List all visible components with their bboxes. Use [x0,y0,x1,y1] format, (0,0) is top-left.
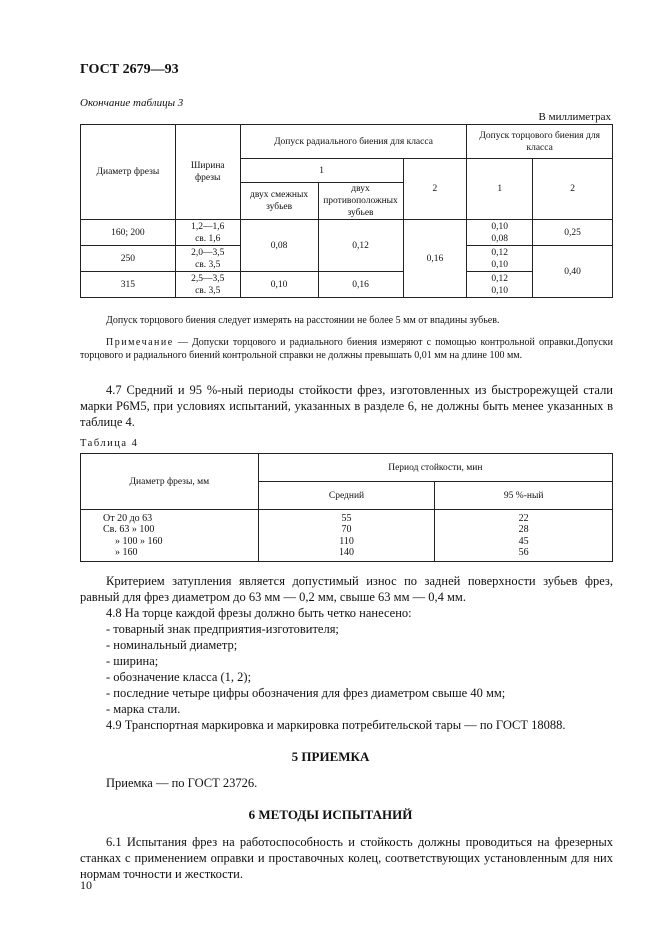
para-6-1: 6.1 Испытания фрез на работоспособность и стойкость должны проводиться на фрезерных станках с применением оправки и проставочных колец, соответствующих установленным для них нормам точности и жесткости. [80,835,613,881]
cell-opposite: 0,16 [318,272,403,298]
cell-axial1: 0,12 0,10 [467,246,533,272]
cell-diameter: 250 [81,246,176,272]
table3-units: В миллиметрах [538,111,611,123]
th-width: Ширина фрезы [175,125,240,220]
th-diameter: Диаметр фрезы [81,125,176,220]
page-number: 10 [80,878,92,892]
th-two-adjacent: двух смежных зубьев [240,183,318,220]
para-4-8: 4.8 На торце каждой фрезы должно быть четко нанесено: [106,606,412,620]
list-item: - последние четыре цифры обозначения для фрез диаметром свыше 40 мм; [106,686,506,700]
cell-axial2: 0,25 [533,220,613,246]
section-6-title: 6 МЕТОДЫ ИСПЫТАНИЙ [248,807,413,822]
list-item: - марка стали. [106,702,181,716]
cell-class2: 0,16 [403,220,467,298]
th-t4-mean: Средний [258,482,435,510]
cell-diameter: 315 [81,272,176,298]
list-item: - товарный знак предприятия-изготовителя; [106,622,339,636]
cell-diameter: 160; 200 [81,220,176,246]
table3-caption: Окончание таблицы 3 [80,97,184,109]
th-class1: 1 [240,159,403,183]
th-two-opposite: двух противоположных зубьев [318,183,403,220]
note-primechanie: Примечание — Допуски торцового и радиального биения измеряют с помощью контрольной оправки.Допуски торцового и радиального биений контрольной справки не должны превышать 0,01 мм на длине 100 мм. [80,337,613,361]
section-5-title: 5 ПРИЕМКА [291,749,370,764]
cell-axial2: 0,40 [533,246,613,298]
cell-axial1: 0,12 0,10 [467,272,533,298]
table-3 [80,124,613,298]
document-header: ГОСТ 2679—93 [80,62,179,77]
th-axial-class2: 2 [533,159,613,220]
cell-width: 2,5—3,5 св. 3,5 [175,272,240,298]
table-4 [80,453,613,562]
para-4-9: 4.9 Транспортная маркировка и маркировка потребительской тары — по ГОСТ 18088. [106,718,566,732]
th-axial-class1: 1 [467,159,533,220]
th-t4-95: 95 %-ный [435,482,613,510]
list-item: - обозначение класса (1, 2); [106,670,252,684]
cell-opposite: 0,12 [318,220,403,272]
cell-axial1: 0,10 0,08 [467,220,533,246]
t4-95s: 22 28 45 56 [435,510,613,562]
para-4-7: 4.7 Средний и 95 %-ный периоды стойкости фрез, изготовленных из быстрорежущей стали марки Р6М5, при условиях испытаний, указанных в разделе 6, не должны быть менее указанных в таблице 4. [80,383,613,429]
note-axial-runout: Допуск торцового биения следует измерять на расстоянии не более 5 мм от впадины зубьев. [106,315,500,326]
para-criterion: Критерием затупления является допустимый износ по задней поверхности зубьев фрез, равный для фрез диаметром до 63 мм — 0,2 мм, свыше 63 мм — 0,4 мм. [80,574,613,604]
th-t4-period: Период стойкости, мин [258,454,612,482]
t4-means: 55 70 110 140 [258,510,435,562]
list-item: - ширина; [106,654,159,668]
section-5-text: Приемка — по ГОСТ 23726. [106,776,258,790]
table4-caption: Таблица 4 [80,438,139,449]
th-radial: Допуск радиального биения для класса [240,125,467,159]
t4-diameters: От 20 до 63 Св. 63 » 100 » 100 » 160 » 160 [81,510,259,562]
cell-adjacent: 0,08 [240,220,318,272]
list-item: - номинальный диаметр; [106,638,238,652]
cell-width: 2,0—3,5 св. 3,5 [175,246,240,272]
th-axial: Допуск торцового биения для класса [467,125,613,159]
th-class2: 2 [403,159,467,220]
cell-width: 1,2—1,6 св. 1,6 [175,220,240,246]
cell-adjacent: 0,10 [240,272,318,298]
list-4-8 [106,621,613,717]
th-t4-diameter: Диаметр фрезы, мм [81,454,259,510]
